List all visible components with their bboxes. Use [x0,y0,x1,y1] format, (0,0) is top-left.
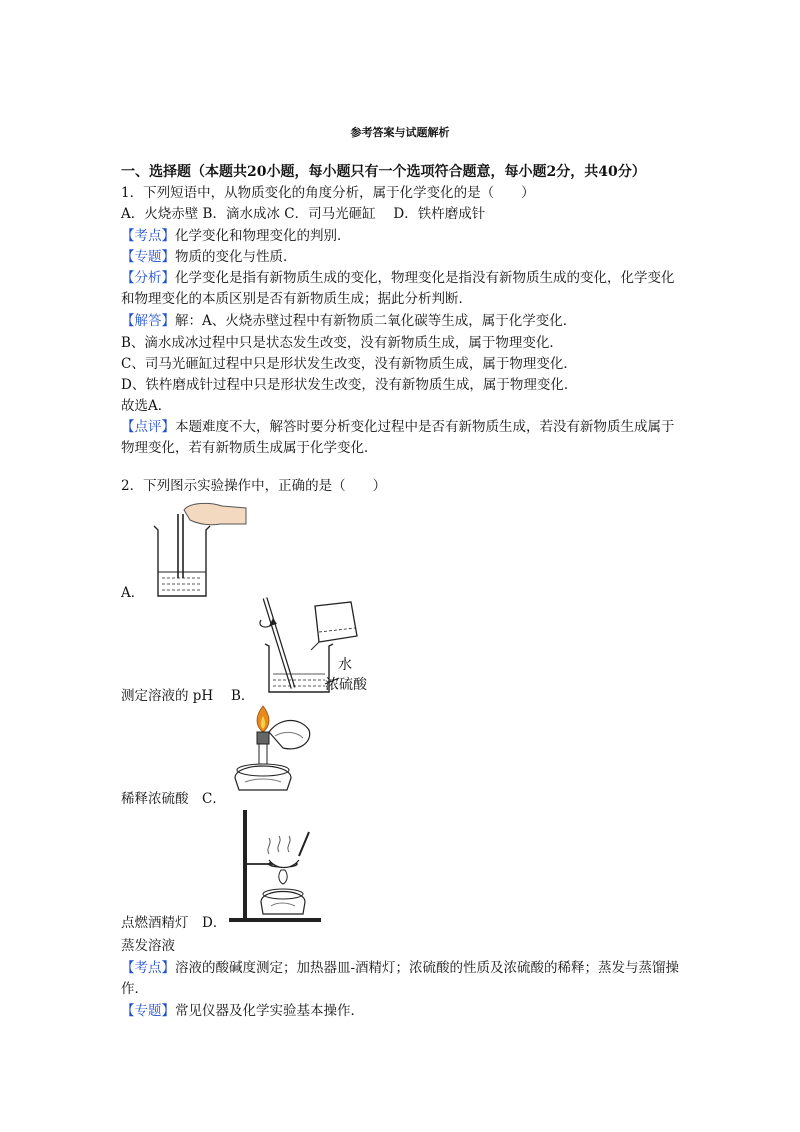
q2-kaodian-tag: 【考点】 [121,960,175,976]
q2-kaodian-cont: 作． [121,981,148,997]
figure-evaporation [225,808,325,926]
jieda-text: 解：A、火烧赤壁过程中有新物质二氧化碳等生成，属于化学变化． [175,313,577,329]
q2-stem: 2．下列图示实验操作中，正确的是（ ） [121,478,387,494]
fenxi-text: 化学变化是指有新物质生成的变化，物理变化是指没有新物质生成的变化，化学变化 [175,270,675,286]
figure-alcohol-lamp-lighting [225,702,315,797]
q1-answer: 故选A． [121,398,172,414]
q2-caption-c: 点燃酒精灯 D． [121,915,227,931]
q2-kaodian-text: 溶液的酸碱度测定；加热器皿-酒精灯；浓硫酸的性质及浓硫酸的稀释；蒸发与蒸馏操 [175,960,680,976]
q2-zhuanti [121,1002,364,1020]
q1-fenxi [121,269,675,287]
kaodian-text: 化学变化和物理变化的判别． [175,228,351,244]
q1-kaodian [121,227,351,245]
q2-label-a: A． [121,585,145,601]
q1-stem: 1．下列短语中，从物质变化的角度分析，属于化学变化的是（ ） [121,185,535,201]
zhuanti-text: 物质的变化与性质． [175,249,297,265]
kaodian-tag: 【考点】 [121,228,175,244]
q2-caption-b: 稀释浓硫酸 C． [121,791,226,807]
page-title: 参考答案与试题解析 [350,126,450,139]
q1-jieda [121,312,576,330]
section-heading: 一、选择题（本题共20小题，每小题只有一个选项符合题意，每小题2分，共40分） [121,164,646,180]
fenxi-tag: 【分析】 [121,270,175,286]
jieda-tag: 【解答】 [121,313,175,329]
figure-ph-test [150,500,250,600]
dianping-text: 本题难度不大，解答时要分析变化过程中是否有新物质生成，若没有新物质生成属于 [175,419,675,435]
q2-zhuanti-tag: 【专题】 [121,1003,175,1019]
q2-caption-a: 测定溶液的 pH B． [121,688,255,704]
q1-fenxi-cont: 和物理变化的本质区别是否有新物质生成；据此分析判断． [121,291,472,307]
zhuanti-tag: 【专题】 [121,249,175,265]
q1-line-c: C、司马光砸缸过程中只是形状发生改变，没有新物质生成，属于物理变化． [121,356,577,372]
q2-kaodian [121,959,679,977]
q1-options: A．火烧赤壁 B．滴水成冰 C．司马光砸缸 D．铁杵磨成针 [121,206,486,222]
q2-zhuanti-text: 常见仪器及化学实验基本操作． [175,1003,364,1019]
dianping-tag: 【点评】 [121,419,175,435]
fig-label-water: 水 [338,657,352,673]
fig-label-acid: 浓硫酸 [325,677,367,693]
q1-line-d: D、铁杵磨成针过程中只是形状发生改变，没有新物质生成，属于物理变化． [121,377,578,393]
q1-dianping-cont: 物理变化，若有新物质生成属于化学变化． [121,440,378,456]
q2-caption-d: 蒸发溶液 [121,938,175,954]
q1-line-b: B、滴水成冰过程中只是状态发生改变，没有新物质生成，属于物理变化． [121,335,563,351]
q1-dianping [121,418,675,436]
q1-zhuanti [121,248,297,266]
